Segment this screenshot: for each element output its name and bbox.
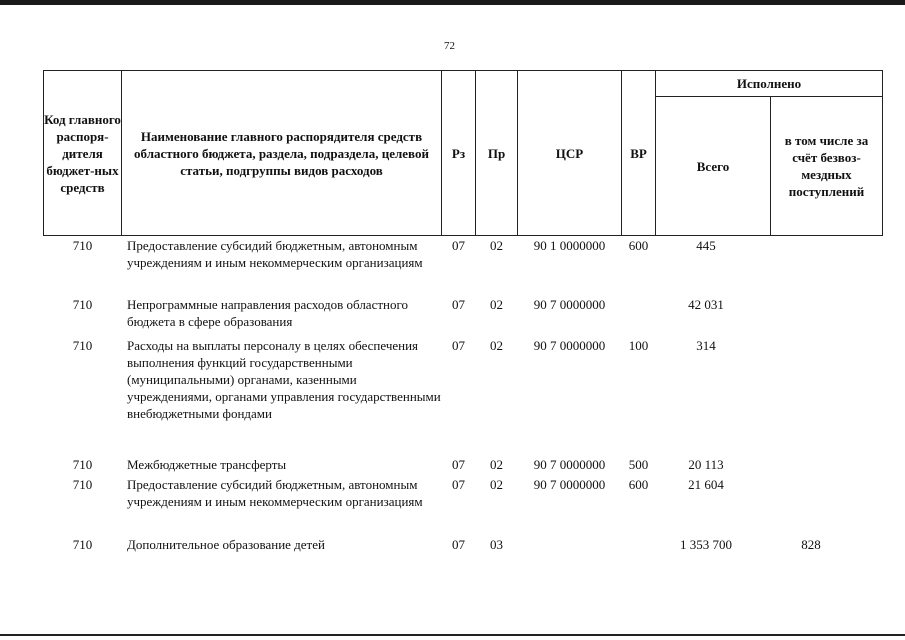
row-1-rz: 07: [452, 297, 465, 312]
row-2-rz: 07: [452, 338, 465, 353]
row-0-csr: 90 1 0000000: [533, 238, 606, 253]
row-2-vr: 100: [628, 338, 649, 353]
header-pr: Пр: [487, 145, 506, 161]
row-0-kod: 710: [72, 238, 93, 253]
header-name: Наименование главного распорядителя средств областного бюджета, раздела, подраздела, целевой статьи, подгруппы видов расходов: [134, 128, 429, 178]
header-bottom-border: [43, 235, 883, 236]
header-vsego: Всего: [696, 158, 730, 174]
row-3-rz: 07: [452, 457, 465, 472]
row-3-pr: 02: [490, 457, 503, 472]
row-2-name: Расходы на выплаты персоналу в целях обеспечения выполнения функций государственными (муниципальными) органами, казенными учреждениями, органами управления государственными внебюджетными фондами: [127, 338, 441, 421]
row-2-pr: 02: [490, 338, 503, 353]
row-1-name: Непрограммные направления расходов областного бюджета в сфере образования: [127, 297, 408, 329]
row-1-csr: 90 7 0000000: [533, 297, 606, 312]
row-5-name: Дополнительное образование детей: [127, 537, 325, 552]
header-vr: ВР: [630, 145, 647, 161]
header-rz: Рз: [451, 145, 466, 161]
row-2-kod: 710: [72, 338, 93, 353]
row-4-rz: 07: [452, 477, 465, 492]
row-4-csr: 90 7 0000000: [533, 477, 606, 492]
header-csr: ЦСР: [555, 145, 584, 161]
header-ispolneno: Исполнено: [736, 76, 802, 91]
bottom-scan-border: [0, 634, 905, 636]
header-kod: Код главного распоря-дителя бюджет-ных средств: [44, 111, 121, 195]
row-3-vr: 500: [628, 457, 649, 472]
row-5-vsego: 1 353 700: [680, 537, 732, 552]
row-1-kod: 710: [72, 297, 93, 312]
page-number: 72: [444, 40, 455, 52]
row-4-vsego: 21 604: [688, 477, 724, 492]
row-0-name: Предоставление субсидий бюджетным, автономным учреждениям и иным некоммерческим организациям: [127, 238, 423, 270]
row-4-name: Предоставление субсидий бюджетным, автономным учреждениям и иным некоммерческим организациям: [127, 477, 423, 509]
row-0-rz: 07: [452, 238, 465, 253]
row-1-pr: 02: [490, 297, 503, 312]
row-3-name: Межбюджетные трансферты: [127, 457, 287, 472]
header-bezvozm: в том числе за счёт безвоз-мездных поступлений: [784, 133, 869, 199]
row-3-csr: 90 7 0000000: [533, 457, 606, 472]
row-0-vsego: 445: [696, 238, 716, 253]
row-0-pr: 02: [490, 238, 503, 253]
row-4-kod: 710: [72, 477, 93, 492]
row-1-vsego: 42 031: [688, 297, 724, 312]
row-5-rz: 07: [452, 537, 465, 552]
row-5-pr: 03: [490, 537, 503, 552]
row-2-vsego: 314: [696, 338, 716, 353]
row-3-vsego: 20 113: [688, 457, 724, 472]
row-2-csr: 90 7 0000000: [533, 338, 606, 353]
row-3-kod: 710: [72, 457, 93, 472]
row-0-vr: 600: [628, 238, 649, 253]
row-5-kod: 710: [72, 537, 93, 552]
col-line-8: [882, 70, 883, 235]
row-5-bezvozm: 828: [801, 537, 821, 552]
row-4-vr: 600: [628, 477, 649, 492]
row-4-pr: 02: [490, 477, 503, 492]
